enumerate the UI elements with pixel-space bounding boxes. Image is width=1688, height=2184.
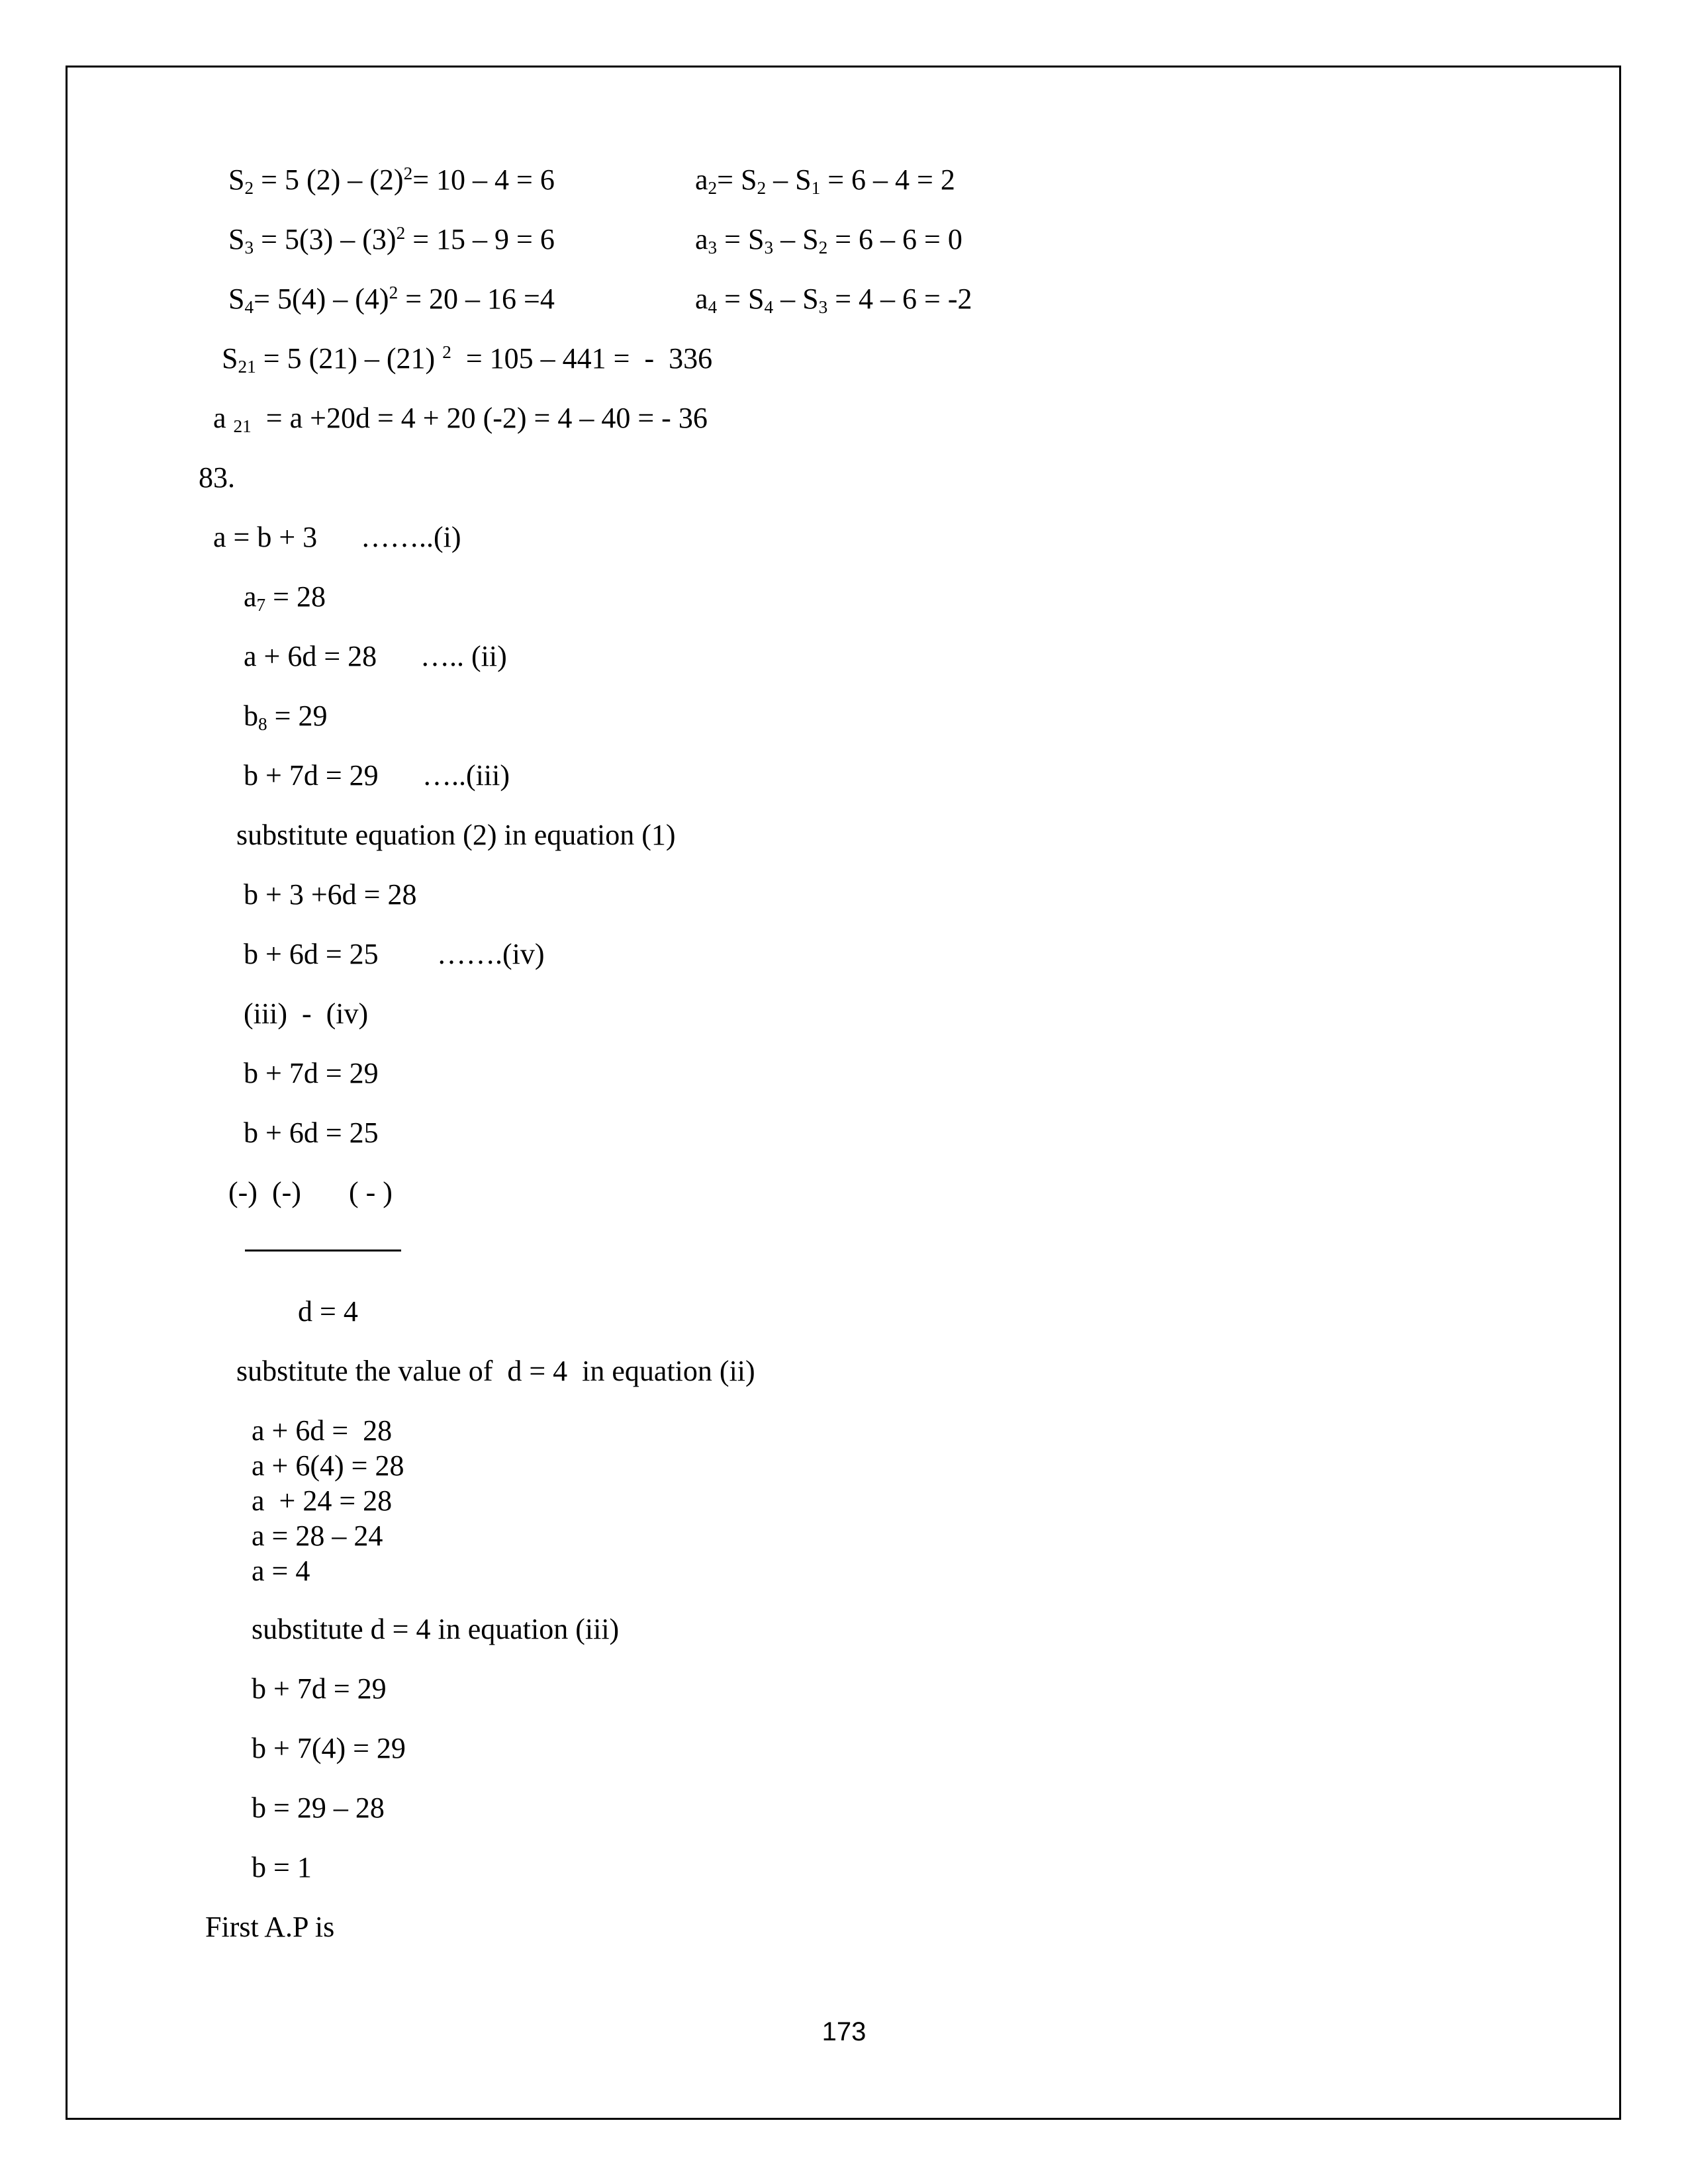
solve-a-line-1: a + 6d = 28	[252, 1414, 393, 1447]
solve-a-line-5: a = 4	[252, 1555, 310, 1587]
substitute-text-1: substitute equation (2) in equation (1)	[236, 819, 676, 851]
question-number: 83.	[199, 461, 235, 494]
solve-a-line-4: a = 28 – 24	[252, 1520, 383, 1552]
solve-a-line-3: a + 24 = 28	[252, 1484, 393, 1517]
b8-line: $b_8 = 29$	[244, 700, 328, 734]
b3-line: b + 3 +6d = 28	[244, 878, 417, 911]
equation-i-label: ……..(i)	[361, 521, 461, 553]
equation-i: a = b + 3	[213, 521, 318, 553]
difference-bottom: b + 6d = 25	[244, 1116, 379, 1149]
s3-line: $S_3 = 5(3) - (3)^2 = 15 - 9 = 6$	[228, 223, 555, 257]
a4-line: $a_4 = S_4 - S_3 = 4 - 6 = -2$	[695, 283, 972, 317]
equation-ii-label: ….. (ii)	[420, 640, 507, 672]
solve-b-line-1: b + 7d = 29	[252, 1672, 387, 1705]
a3-line: $a_3 = S_3 - S_2 = 6 - 6 = 0$	[695, 223, 962, 257]
equation-iii: b + 7d = 29	[244, 759, 379, 792]
s4-line: $S_4= 5(4) - (4)^2 = 20 - 16 =4$	[228, 283, 555, 317]
subtraction-rule	[245, 1250, 401, 1251]
solve-a-line-2: a + 6(4) = 28	[252, 1449, 404, 1482]
a7-line: $a_7 = 28$	[244, 580, 326, 615]
first-ap-text: First A.P is	[205, 1911, 335, 1943]
substitute-text-2: substitute the value of d = 4 in equation (ii)	[236, 1355, 755, 1387]
difference-top: b + 7d = 29	[244, 1057, 379, 1089]
difference-label: (iii) - (iv)	[244, 997, 369, 1030]
sign-row-right: ( - )	[349, 1176, 393, 1208]
equation-iii-label: …..(iii)	[422, 759, 510, 792]
substitute-text-3: substitute d = 4 in equation (iii)	[252, 1613, 620, 1645]
a21-line: a $_{21}$ = a +20d = 4 + 20 (-2) = 4 – 40 = - 36	[213, 402, 708, 436]
solve-b-line-4: b = 1	[252, 1851, 312, 1884]
d-result: d = 4	[298, 1295, 358, 1328]
solve-b-line-3: b = 29 – 28	[252, 1792, 385, 1824]
page-number: 173	[821, 2017, 867, 2046]
solve-b-line-2: b + 7(4) = 29	[252, 1732, 406, 1764]
equation-ii: a + 6d = 28	[244, 640, 377, 672]
a2-line: $a_2= S_2 - S_1 = 6 - 4 = 2$	[695, 163, 955, 198]
equation-iv: b + 6d = 25	[244, 938, 379, 970]
s21-line: $S_{21} = 5$ (21) – (21) $^2$ = 105 – 441 = - 336	[222, 342, 713, 377]
equation-iv-label: …….(iv)	[437, 938, 545, 970]
s2-line: $S_2 = 5$ $(2) - (2)^2= 10 - 4 = 6$	[228, 163, 555, 198]
sign-row-left: (-) (-)	[228, 1176, 301, 1208]
